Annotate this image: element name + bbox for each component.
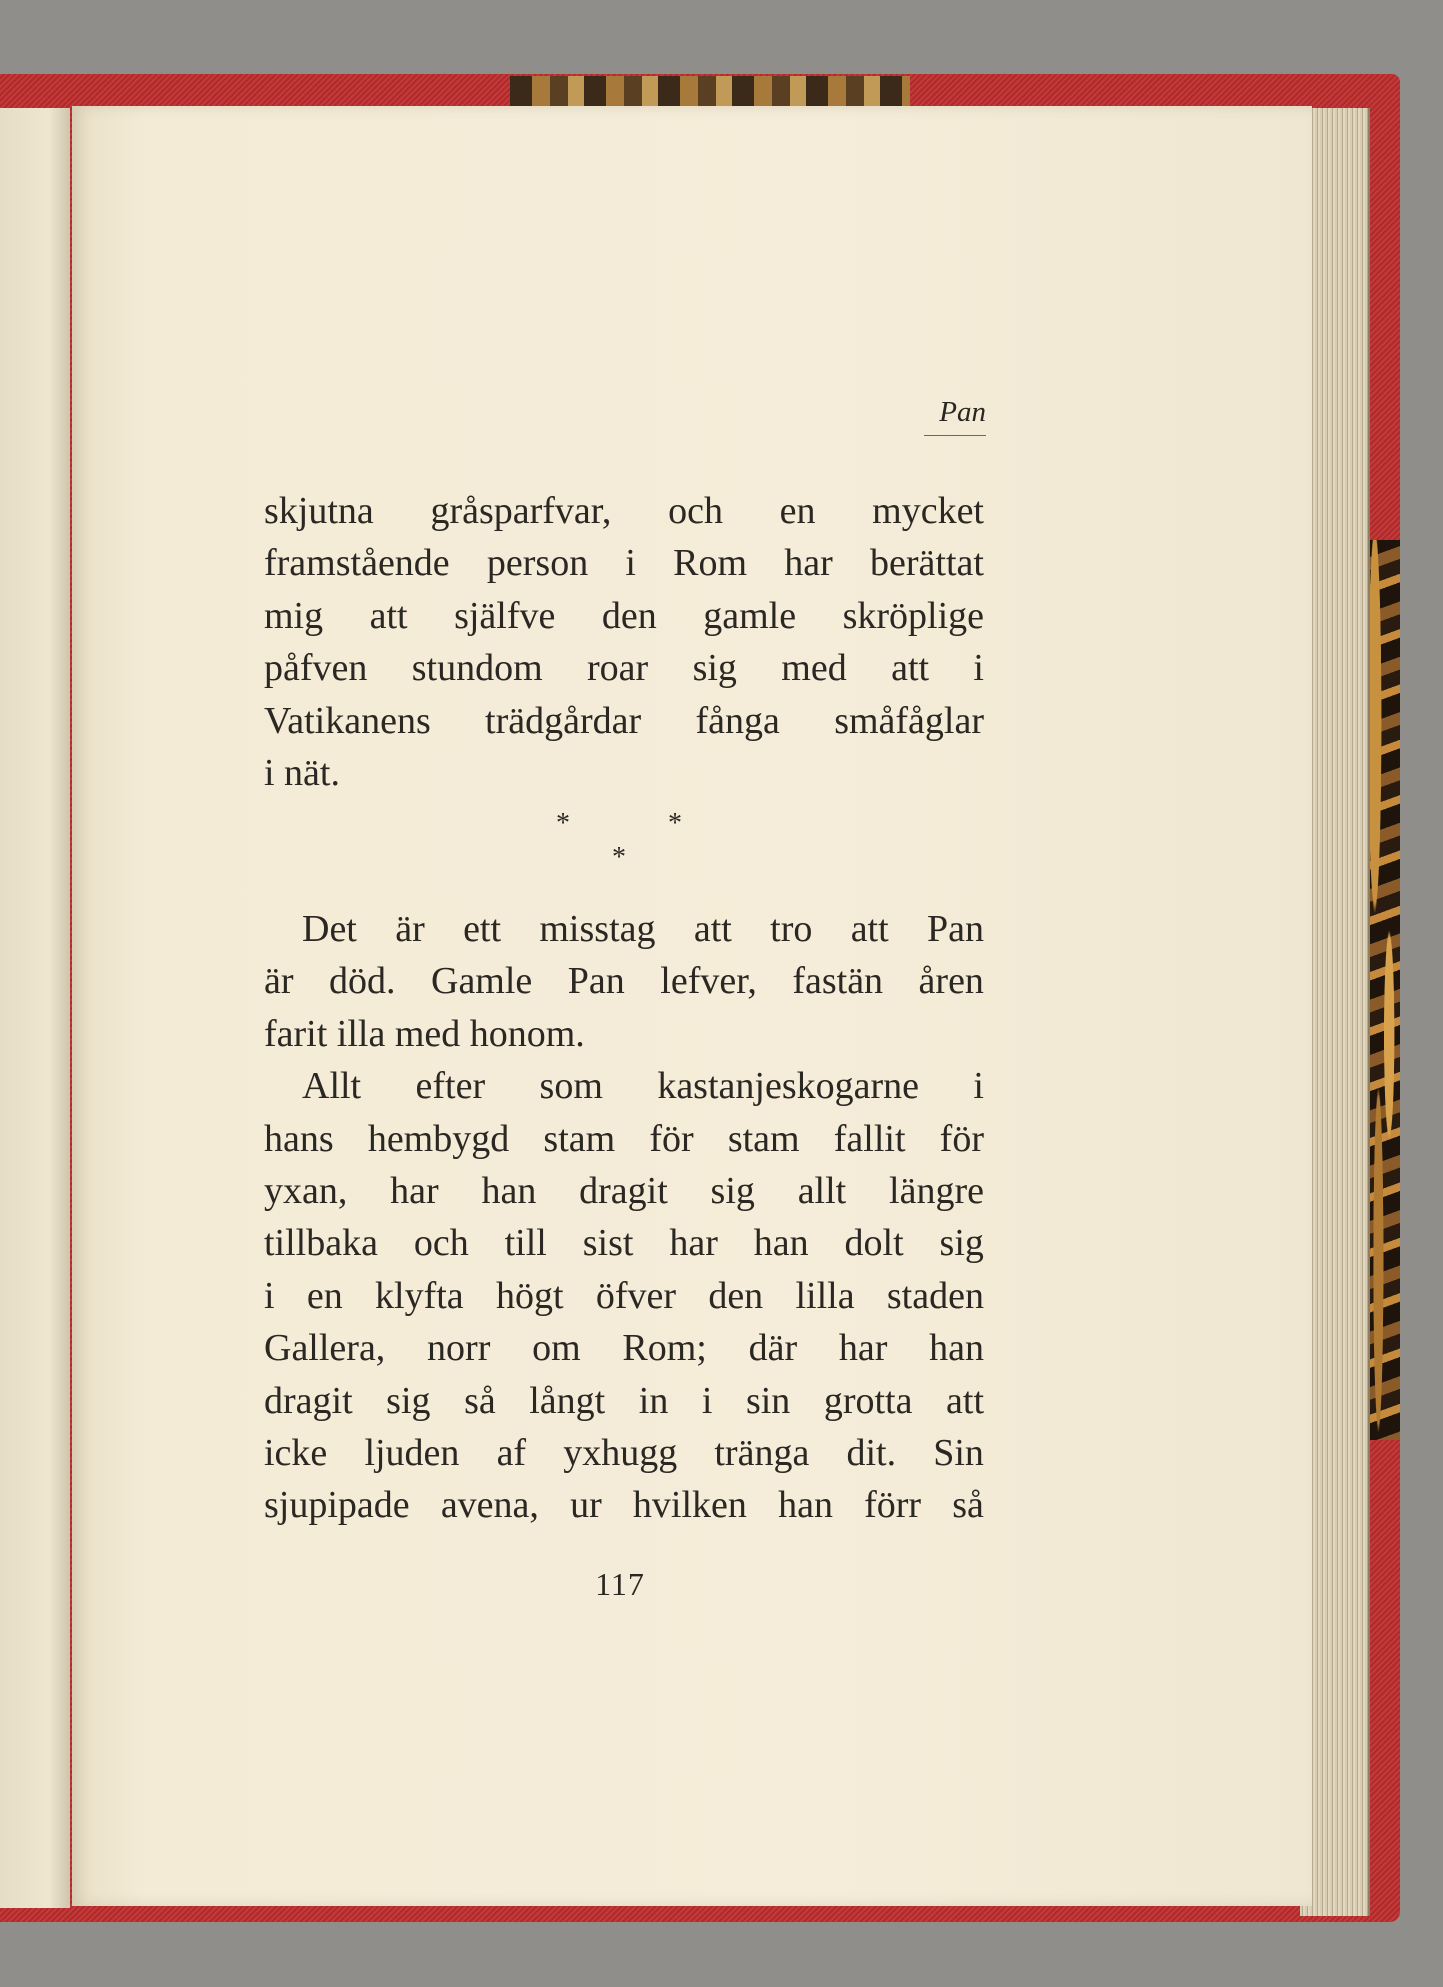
paragraph-1: [264, 485, 984, 799]
word: högt: [495, 1274, 564, 1317]
asterisk: *: [556, 808, 570, 839]
word: sig: [692, 647, 737, 690]
word: Gallera,: [264, 1327, 386, 1370]
word: tränga: [714, 1432, 810, 1475]
text-line: [264, 1479, 984, 1531]
word: fånga: [695, 699, 780, 742]
word: är: [264, 960, 294, 1003]
word: Gamle: [431, 960, 533, 1003]
text-line: [264, 1165, 984, 1217]
word: åren: [918, 960, 984, 1003]
word: Rom;: [622, 1327, 707, 1370]
word: allt: [797, 1170, 847, 1213]
text-line: [264, 1322, 984, 1374]
word: har: [784, 542, 833, 585]
word: Pan: [567, 960, 625, 1003]
word: och: [668, 490, 723, 532]
word: fastän: [792, 960, 884, 1003]
word: så: [464, 1379, 496, 1422]
word: framstående: [264, 542, 450, 585]
word: att: [369, 594, 408, 637]
word: han: [778, 1484, 833, 1527]
word: långt: [529, 1379, 606, 1422]
word: grotta: [823, 1379, 913, 1422]
text-line: [264, 537, 984, 589]
word: af: [496, 1432, 527, 1475]
word: dolt: [844, 1222, 904, 1265]
word: dit.: [846, 1432, 897, 1475]
text-line: [264, 1113, 984, 1165]
word: fallit: [833, 1117, 906, 1160]
word: hembygd: [367, 1117, 510, 1160]
word: till: [504, 1222, 547, 1265]
asterisk: *: [668, 808, 682, 839]
word: i: [973, 1065, 984, 1108]
word: om: [532, 1327, 581, 1370]
word: in: [638, 1379, 669, 1422]
word: Rom: [673, 542, 748, 585]
word: mycket: [872, 490, 984, 532]
word: kastanjeskogarne: [657, 1065, 919, 1108]
word: där: [748, 1327, 798, 1370]
word: lilla: [795, 1274, 855, 1317]
word: roar: [587, 647, 649, 690]
word: i: [701, 1379, 713, 1422]
running-head: Pan: [924, 396, 986, 436]
word: och: [413, 1222, 469, 1265]
section-break: [540, 808, 700, 873]
word: den: [708, 1274, 764, 1317]
word: öfver: [595, 1274, 677, 1317]
text-line: [264, 955, 984, 1007]
text-line: [264, 642, 984, 694]
word: dragit: [579, 1170, 668, 1213]
word: Det: [302, 908, 357, 950]
word: att: [946, 1379, 984, 1422]
word: dragit: [264, 1379, 353, 1422]
word: för: [649, 1117, 694, 1160]
word: efter: [415, 1065, 486, 1108]
word: stam: [543, 1117, 616, 1160]
word: ett: [463, 908, 502, 950]
word: sig: [710, 1170, 755, 1213]
word: sist: [582, 1222, 634, 1265]
text-line: [264, 1060, 984, 1112]
word: gråsparfvar,: [430, 490, 612, 532]
word: norr: [427, 1327, 491, 1370]
word: Vatikanens: [264, 699, 431, 742]
word: misstag: [539, 908, 656, 950]
word: har: [669, 1222, 718, 1265]
word: en: [306, 1274, 343, 1317]
word: han: [481, 1170, 537, 1213]
asterisk: *: [612, 842, 626, 873]
word: icke: [264, 1432, 328, 1475]
headband: [510, 76, 910, 110]
word: tro: [770, 908, 813, 950]
word: sig: [939, 1222, 984, 1265]
word: Allt: [302, 1065, 362, 1108]
text-line: i nät.: [264, 752, 340, 795]
word: är: [395, 908, 425, 950]
text-line: [264, 1427, 984, 1479]
word: yxan,: [264, 1170, 348, 1213]
word: att: [891, 647, 930, 690]
word: tillbaka: [264, 1222, 378, 1265]
paragraph-2-3: [264, 903, 984, 1532]
text-line: [264, 1375, 984, 1427]
word: som: [539, 1065, 603, 1108]
word: längre: [889, 1170, 984, 1213]
word: skröplige: [842, 594, 984, 637]
word: han: [753, 1222, 809, 1265]
word: Pan: [927, 908, 984, 950]
word: en: [779, 490, 816, 532]
word: att: [850, 908, 889, 950]
page-number: 117: [595, 1566, 645, 1602]
word: den: [601, 594, 657, 637]
text-line: [264, 485, 984, 537]
word: i: [625, 542, 636, 585]
word: sin: [745, 1379, 791, 1422]
word: påfven: [264, 647, 368, 690]
word: i: [264, 1274, 275, 1317]
word: han: [929, 1327, 984, 1370]
left-page-edge: [0, 108, 70, 1908]
text-line: [264, 1217, 984, 1269]
text-line: [264, 1270, 984, 1322]
word: själfve: [454, 594, 556, 637]
word: yxhugg: [563, 1432, 678, 1475]
word: lefver,: [660, 960, 757, 1003]
word: hvilken: [632, 1484, 747, 1527]
word: ur: [570, 1484, 602, 1527]
text-line: [264, 590, 984, 642]
word: person: [486, 542, 589, 585]
word: sig: [386, 1379, 431, 1422]
word: har: [838, 1327, 888, 1370]
word: sjupipade: [264, 1484, 410, 1527]
word: skjutna: [264, 490, 374, 532]
word: i: [973, 647, 984, 690]
word: hans: [264, 1117, 334, 1160]
word: staden: [886, 1274, 984, 1317]
word: med: [781, 647, 847, 690]
text-line: [264, 903, 984, 955]
word: trädgårdar: [485, 699, 642, 742]
word: så: [952, 1484, 984, 1527]
word: småfåglar: [834, 699, 984, 742]
word: död.: [329, 960, 396, 1003]
word: stundom: [411, 647, 543, 690]
text-line: [264, 695, 984, 747]
word: för: [939, 1117, 984, 1160]
word: stam: [727, 1117, 800, 1160]
word: berättat: [870, 542, 984, 585]
word: Sin: [933, 1432, 984, 1475]
word: förr: [864, 1484, 922, 1527]
word: att: [693, 908, 732, 950]
text-line: farit illa med honom.: [264, 1012, 585, 1055]
word: avena,: [440, 1484, 539, 1527]
word: gamle: [703, 594, 797, 637]
word: klyfta: [375, 1274, 464, 1317]
word: ljuden: [364, 1432, 460, 1475]
word: har: [390, 1170, 439, 1213]
word: mig: [264, 594, 324, 637]
